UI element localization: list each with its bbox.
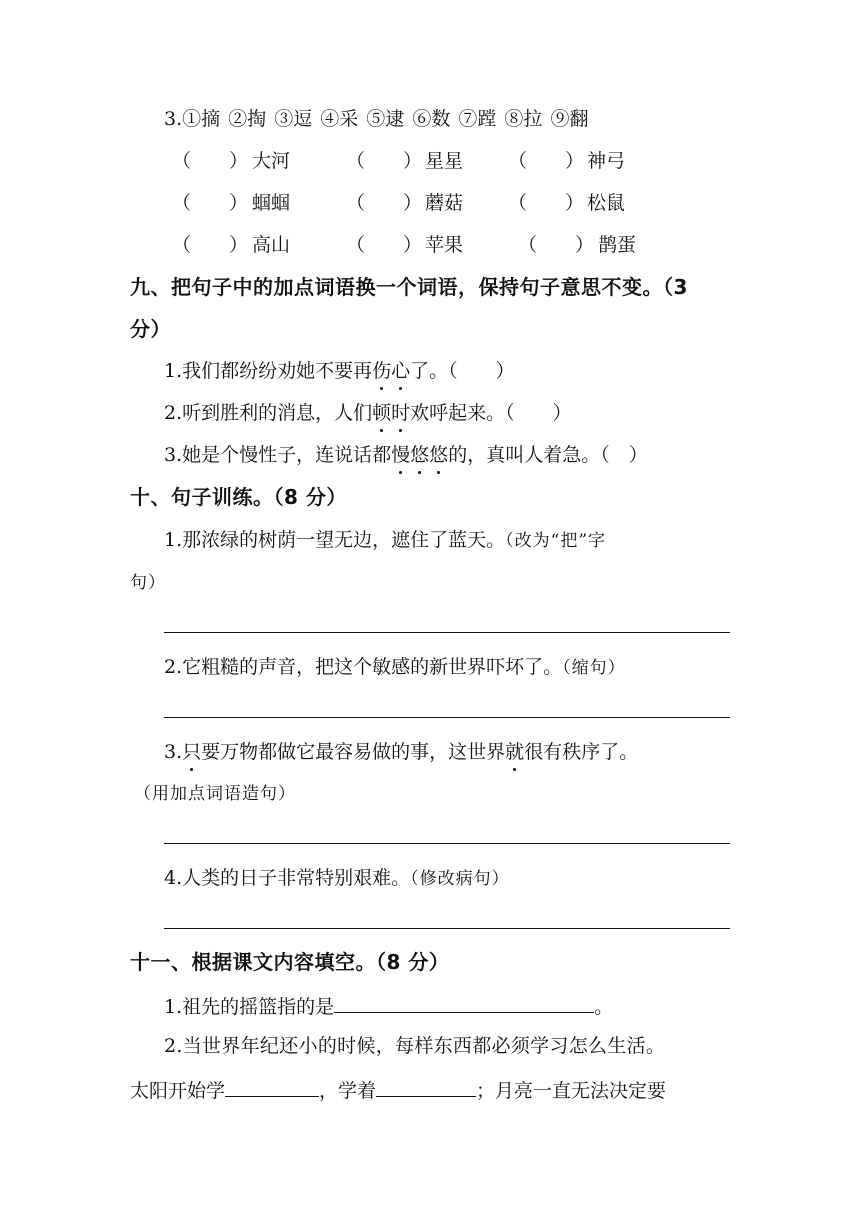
question-text: 4.人类的日子非常特别艰难。 — [164, 867, 411, 889]
word: 蘑菇 — [425, 192, 464, 214]
answer-line[interactable] — [164, 717, 730, 718]
item-text-answer[interactable]: 欢呼起来。（ ） — [410, 402, 572, 424]
blank-bracket[interactable]: （ ） — [508, 150, 585, 172]
dotted-char: 只 — [182, 741, 202, 763]
sec10-q1-note-cont: 句） — [130, 573, 166, 593]
sec9-item-2 — [164, 401, 572, 425]
sec10-q4 — [164, 866, 510, 891]
sec9-item-3 — [164, 443, 648, 467]
answer-line[interactable] — [164, 843, 730, 844]
answer-blank[interactable] — [225, 1076, 319, 1097]
question-text: 。 — [594, 996, 614, 1018]
instruction-note: （修改病句） — [410, 869, 510, 889]
question-text: 1.祖先的摇篮指的是 — [164, 996, 335, 1018]
dotted-char: 慢 — [391, 444, 411, 466]
word: 高山 — [252, 234, 291, 256]
sec10-q2 — [164, 655, 626, 680]
word: 大河 — [252, 150, 291, 172]
q3-options: 3.①摘 ②掏 ③逗 ④采 ⑤逮 ⑥数 ⑦蹚 ⑧拉 ⑨翻 — [164, 108, 589, 130]
word: 苹果 — [425, 234, 464, 256]
blank-bracket[interactable]: （ ） — [346, 192, 423, 214]
blank-bracket[interactable]: （ ） — [518, 234, 595, 256]
sec10-q3-note: （用加点词语造句） — [134, 784, 296, 804]
instruction-note: （改为“把”字 — [505, 531, 607, 551]
blank-bracket[interactable]: （ ） — [346, 150, 423, 172]
question-text: 1.那浓绿的树荫一望无边，遮住了蓝天。 — [164, 529, 506, 551]
question-text: 很有秩序了。 — [524, 741, 639, 763]
blank-bracket[interactable]: （ ） — [346, 234, 423, 256]
answer-blank[interactable] — [376, 1076, 476, 1097]
dotted-char: 伤 — [372, 360, 392, 382]
dotted-char: 心 — [391, 360, 411, 382]
sec10-q1 — [164, 528, 606, 553]
question-text: 要万物都做它最容易做的事，这世界 — [201, 741, 506, 763]
question-text: 太阳开始学 — [130, 1080, 226, 1102]
answer-line[interactable] — [164, 928, 730, 929]
sec11-q2-line2 — [130, 1076, 666, 1103]
answer-line[interactable] — [164, 632, 730, 633]
question-text: 3. — [164, 741, 183, 763]
dotted-char: 就 — [505, 741, 525, 763]
item-text: 1.我们都纷纷劝她不要再 — [164, 360, 373, 382]
question-text: ，学着 — [319, 1080, 377, 1102]
dotted-char: 悠 — [429, 444, 449, 466]
dotted-char: 悠 — [410, 444, 430, 466]
word: 神弓 — [587, 150, 626, 172]
sec10-q3 — [164, 740, 638, 764]
blank-bracket[interactable]: （ ） — [172, 234, 249, 256]
blank-bracket[interactable]: （ ） — [508, 192, 585, 214]
dotted-char: 时 — [391, 402, 411, 424]
answer-blank[interactable] — [334, 992, 594, 1013]
blank-bracket[interactable]: （ ） — [172, 150, 249, 172]
section-11-title: 十一、根据课文内容填空。（8 分） — [130, 950, 450, 974]
section-9-title: 九、把句子中的加点词语换一个词语，保持句子意思不变。（3 — [130, 275, 688, 299]
sec9-item-1 — [164, 359, 515, 383]
word: 松鼠 — [587, 192, 626, 214]
item-text-answer[interactable]: 的，真叫人着急。（ ） — [448, 444, 648, 466]
blank-bracket[interactable]: （ ） — [172, 192, 249, 214]
item-text: 2.听到胜利的消息，人们 — [164, 402, 373, 424]
sec11-q1 — [164, 992, 613, 1019]
question-text: ；月亮一直无法决定要 — [476, 1080, 667, 1102]
item-text-answer[interactable]: 了。（ ） — [410, 360, 515, 382]
dotted-char: 顿 — [372, 402, 392, 424]
section-10-title: 十、句子训练。（8 分） — [130, 485, 347, 509]
item-text: 3.她是个慢性子，连说话都 — [164, 444, 392, 466]
question-text: 2.它粗糙的声音，把这个敏感的新世界吓坏了。 — [164, 656, 563, 678]
word: 蝈蝈 — [252, 192, 291, 214]
section-9-title-cont: 分） — [130, 317, 171, 341]
instruction-note: （缩句） — [562, 658, 626, 678]
sec11-q2-line1: 2.当世界年纪还小的时候，每样东西都必须学习怎么生活。 — [164, 1035, 666, 1057]
word: 鹊蛋 — [598, 234, 637, 256]
word: 星星 — [425, 150, 464, 172]
